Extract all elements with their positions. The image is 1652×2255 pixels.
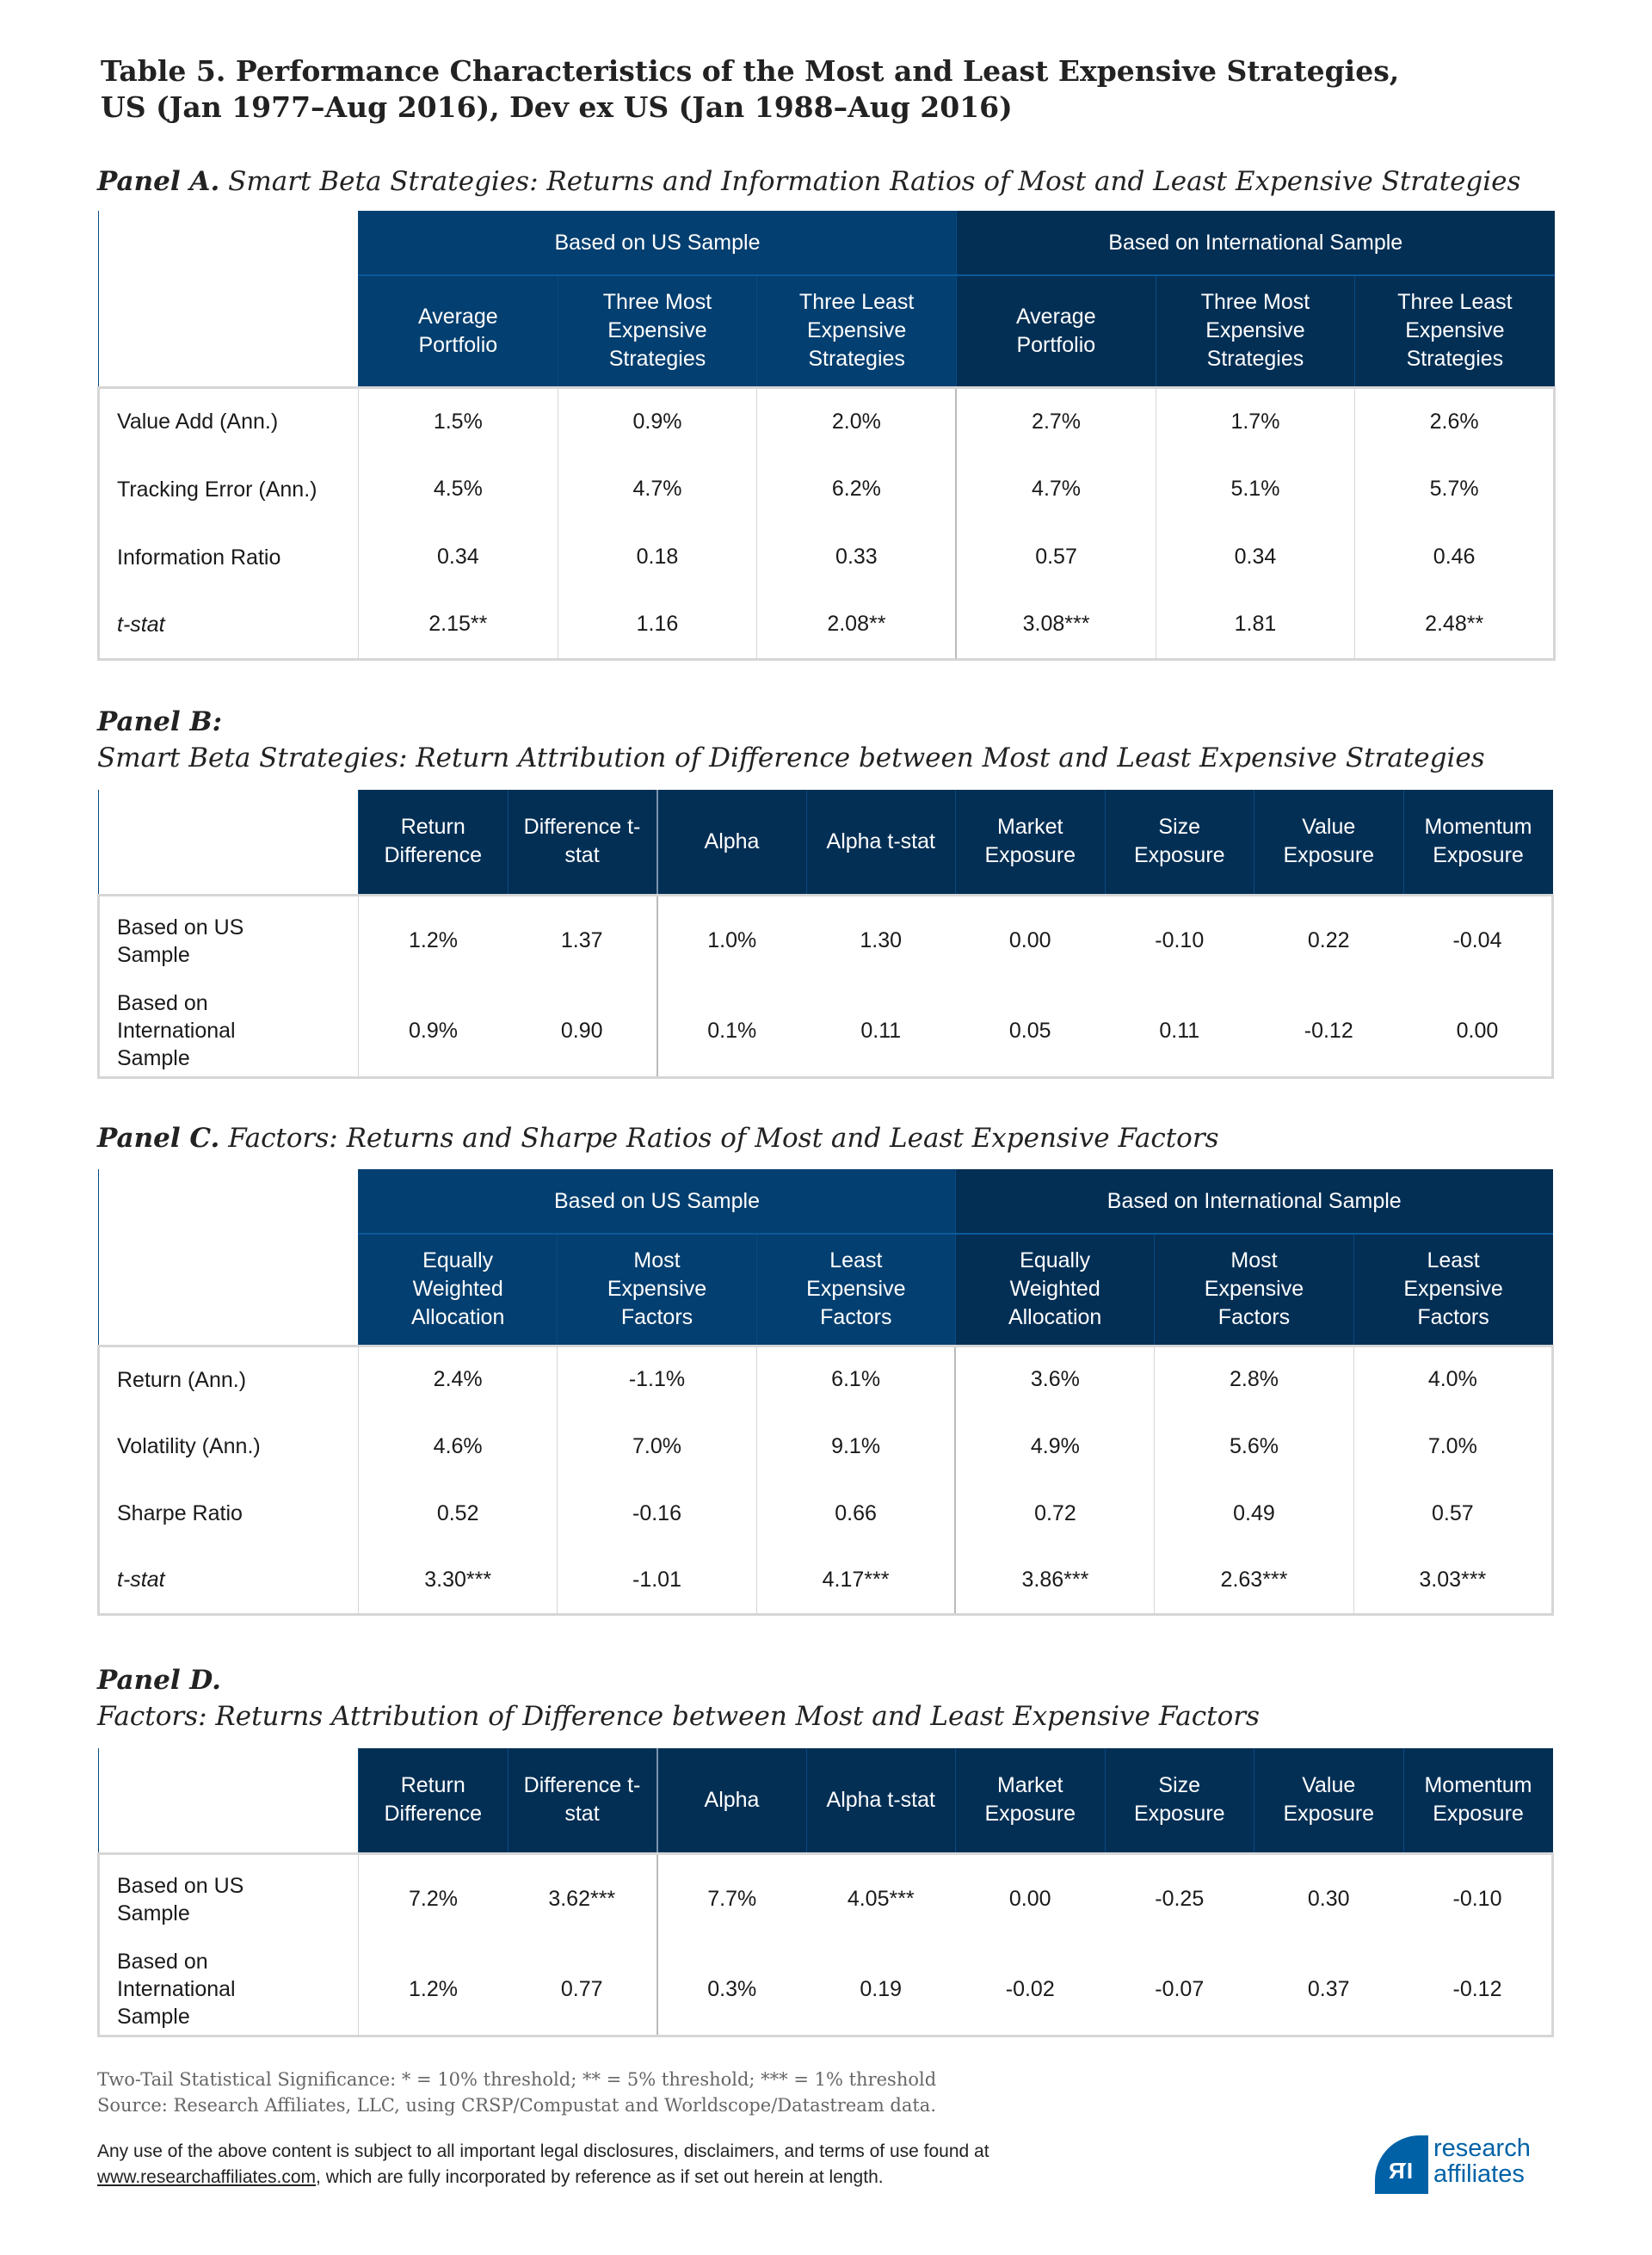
table-cell: 7.0% [558,1413,756,1480]
table-cell: 0.46 [1355,523,1555,591]
column-header: Least Expensive Factors [1353,1234,1552,1346]
row-label: Return (Ann.) [99,1346,359,1413]
table-row [99,1944,1553,2036]
legal-line: Any use of the above content is subject to all important legal disclosures, disclaimers, and terms of use found at [97,2141,989,2161]
table-cell: 1.81 [1156,591,1355,659]
panel-d-heading [97,1662,1260,1734]
logo-mark-icon: ЯΊ [1375,2135,1428,2194]
table-row [99,986,1553,1077]
table-cell: 0.37 [1254,1944,1404,2036]
column-header: Three Most Expensive Strategies [1156,275,1355,387]
column-header: Most Expensive Factors [558,1234,756,1346]
panel-title: Smart Beta Strategies: Return Attribution of Difference between Most and Least Expensive Strategies [97,742,1485,773]
table-cell: -0.02 [956,1944,1106,2036]
table-cell: 5.6% [1155,1413,1353,1480]
column-header: Alpha t-stat [806,1748,956,1853]
table-cell: 0.22 [1254,895,1404,986]
row-label: Based on International Sample [99,986,359,1077]
column-header: Average Portfolio [359,275,558,387]
table-cell: 0.19 [806,1944,956,2036]
table-cell: 0.34 [1156,523,1355,591]
column-header: Alpha t-stat [806,790,956,895]
column-header: Return Difference [359,790,509,895]
column-header: Three Least Expensive Strategies [757,275,957,387]
table-cell: 0.05 [956,986,1106,1077]
table-row [99,387,1555,455]
row-label: t-stat [99,1547,359,1614]
row-label: Based on US Sample [99,1853,359,1944]
table-row [99,1346,1553,1413]
table-cell: 4.0% [1353,1346,1552,1413]
blank-corner [99,1748,359,1853]
table-cell: -0.12 [1254,986,1404,1077]
column-header: Value Exposure [1254,790,1404,895]
column-header: Three Least Expensive Strategies [1355,275,1555,387]
table-cell: 0.49 [1155,1480,1353,1547]
table-cell: 2.48** [1355,591,1555,659]
table-cell: 0.33 [757,523,957,591]
source-note: Source: Research Affiliates, LLC, using CRSP/Compustat and Worldscope/Datastream data. [97,2095,937,2116]
panel-b-table [97,790,1554,1079]
research-affiliates-logo [1375,2135,1556,2194]
column-header: Equally Weighted Allocation [955,1234,1154,1346]
panel-a-heading [97,163,1520,200]
table-cell: 0.57 [956,523,1156,591]
table-row [99,455,1555,523]
column-header: Least Expensive Factors [756,1234,955,1346]
logo-line: research [1433,2135,1531,2162]
table-cell: 2.4% [359,1346,558,1413]
table-cell: 2.63*** [1155,1547,1353,1614]
column-header: Equally Weighted Allocation [359,1234,558,1346]
table-cell: 0.00 [956,895,1106,986]
blank-corner [99,211,359,387]
table-cell: 5.7% [1355,455,1555,523]
column-header: Momentum Exposure [1403,790,1553,895]
table-cell: -1.01 [558,1547,756,1614]
column-header: Market Exposure [956,790,1106,895]
logo-text [1433,2135,1531,2187]
table-cell: 0.3% [657,1944,807,2036]
table-cell: 7.7% [657,1853,807,1944]
panel-b-heading [97,704,1485,776]
table-cell: -0.10 [1105,895,1254,986]
table-row [99,1480,1553,1547]
table-cell: 3.03*** [1353,1547,1552,1614]
column-group-header: Based on US Sample [359,211,957,275]
panel-title: Factors: Returns and Sharpe Ratios of Most and Least Expensive Factors [228,1123,1219,1154]
table-cell: 0.90 [508,986,657,1077]
table-cell: 0.1% [657,986,807,1077]
table-cell: 0.18 [558,523,757,591]
panel-a-table [97,211,1556,661]
table-cell: 7.0% [1353,1413,1552,1480]
table-cell: -0.10 [1403,1853,1553,1944]
table-cell: -0.12 [1403,1944,1553,2036]
title-line: US (Jan 1977–Aug 2016), Dev ex US (Jan 1988–Aug 2016) [101,90,1013,124]
table-cell: 0.11 [806,986,956,1077]
table-cell: 3.08*** [956,591,1156,659]
table-cell: 0.9% [359,986,509,1077]
panel-d-table [97,1748,1554,2037]
table-cell: 0.72 [955,1480,1154,1547]
column-header: Difference t-stat [508,790,657,895]
column-header: Size Exposure [1105,1748,1254,1853]
panel-label: Panel C. [97,1123,220,1154]
panel-c-table [97,1169,1554,1616]
table-row [99,1853,1553,1944]
column-header: Size Exposure [1105,790,1254,895]
table-cell: 2.15** [359,591,558,659]
table-cell: 6.1% [756,1346,955,1413]
table-cell: 1.30 [806,895,956,986]
column-header: Alpha [657,1748,807,1853]
table-cell: 4.17*** [756,1547,955,1614]
blank-corner [99,790,359,895]
blank-corner [99,1169,359,1346]
row-label: Based on US Sample [99,895,359,986]
table-cell: 3.62*** [508,1853,657,1944]
table-cell: 0.34 [359,523,558,591]
table-cell: 3.30*** [359,1547,558,1614]
table-cell: 2.6% [1355,387,1555,455]
column-header: Difference t-stat [508,1748,657,1853]
row-label: Sharpe Ratio [99,1480,359,1547]
table-title [101,53,1399,126]
panel-c-heading [97,1120,1219,1156]
table-cell: 0.77 [508,1944,657,2036]
table-cell: 1.2% [359,1944,509,2036]
legal-disclaimer [97,2139,989,2190]
table-cell: 0.11 [1105,986,1254,1077]
panel-label: Panel B: [97,706,223,737]
table-row [99,895,1553,986]
legal-line: , which are fully incorporated by reference as if set out herein at length. [316,2167,884,2187]
table-cell: -1.1% [558,1346,756,1413]
table-cell: 5.1% [1156,455,1355,523]
column-header: Value Exposure [1254,1748,1404,1853]
title-line: Table 5. Performance Characteristics of the Most and Least Expensive Strategies, [101,54,1400,88]
table-cell: 0.57 [1353,1480,1552,1547]
table-row [99,1413,1553,1480]
row-label: Tracking Error (Ann.) [99,455,359,523]
table-cell: 1.16 [558,591,757,659]
panel-title: Factors: Returns Attribution of Difference between Most and Least Expensive Factors [97,1701,1260,1732]
panel-title: Smart Beta Strategies: Returns and Information Ratios of Most and Least Expensive Strategies [228,166,1521,197]
panel-label: Panel D. [97,1665,221,1696]
column-header: Most Expensive Factors [1155,1234,1353,1346]
table-cell: 4.05*** [806,1853,956,1944]
table-cell: 2.7% [956,387,1156,455]
table-cell: 3.86*** [955,1547,1154,1614]
table-cell: 4.7% [956,455,1156,523]
logo-line: affiliates [1433,2160,1525,2188]
row-label: Value Add (Ann.) [99,387,359,455]
table-cell: 1.37 [508,895,657,986]
table-cell: 1.7% [1156,387,1355,455]
footnotes [97,2067,936,2118]
table-cell: -0.04 [1403,895,1553,986]
table-cell: 0.00 [1403,986,1553,1077]
table-cell: -0.07 [1105,1944,1254,2036]
table-row [99,1547,1553,1614]
table-cell: 4.9% [955,1413,1154,1480]
table-cell: 2.0% [757,387,957,455]
column-header: Three Most Expensive Strategies [558,275,757,387]
panel-label: Panel A. [97,166,220,197]
table-cell: 4.7% [558,455,757,523]
table-cell: 0.00 [956,1853,1106,1944]
row-label: Volatility (Ann.) [99,1413,359,1480]
table-cell: 3.6% [955,1346,1154,1413]
table-cell: 2.08** [757,591,957,659]
column-header: Alpha [657,790,807,895]
table-cell: 4.6% [359,1413,558,1480]
table-cell: 6.2% [757,455,957,523]
table-cell: 1.5% [359,387,558,455]
column-header: Average Portfolio [956,275,1156,387]
table-cell: 7.2% [359,1853,509,1944]
column-group-header: Based on International Sample [956,211,1554,275]
row-label: Based on International Sample [99,1944,359,2036]
table-row [99,591,1555,659]
table-cell: 2.8% [1155,1346,1353,1413]
table-cell: -0.25 [1105,1853,1254,1944]
column-group-header: Based on International Sample [955,1169,1552,1234]
table-cell: 9.1% [756,1413,955,1480]
column-header: Market Exposure [956,1748,1106,1853]
table-cell: 4.5% [359,455,558,523]
table-cell: 0.52 [359,1480,558,1547]
table-cell: -0.16 [558,1480,756,1547]
column-header: Return Difference [359,1748,509,1853]
table-row [99,523,1555,591]
table-cell: 0.66 [756,1480,955,1547]
website-link[interactable]: www.researchaffiliates.com [97,2167,317,2187]
row-label: Information Ratio [99,523,359,591]
column-group-header: Based on US Sample [359,1169,956,1234]
table-cell: 0.30 [1254,1853,1404,1944]
significance-note: Two-Tail Statistical Significance: * = 10% threshold; ** = 5% threshold; *** = 1% threshold [97,2069,937,2090]
column-header: Momentum Exposure [1403,1748,1553,1853]
row-label: t-stat [99,591,359,659]
table-cell: 1.2% [359,895,509,986]
table-cell: 0.9% [558,387,757,455]
table-cell: 1.0% [657,895,807,986]
